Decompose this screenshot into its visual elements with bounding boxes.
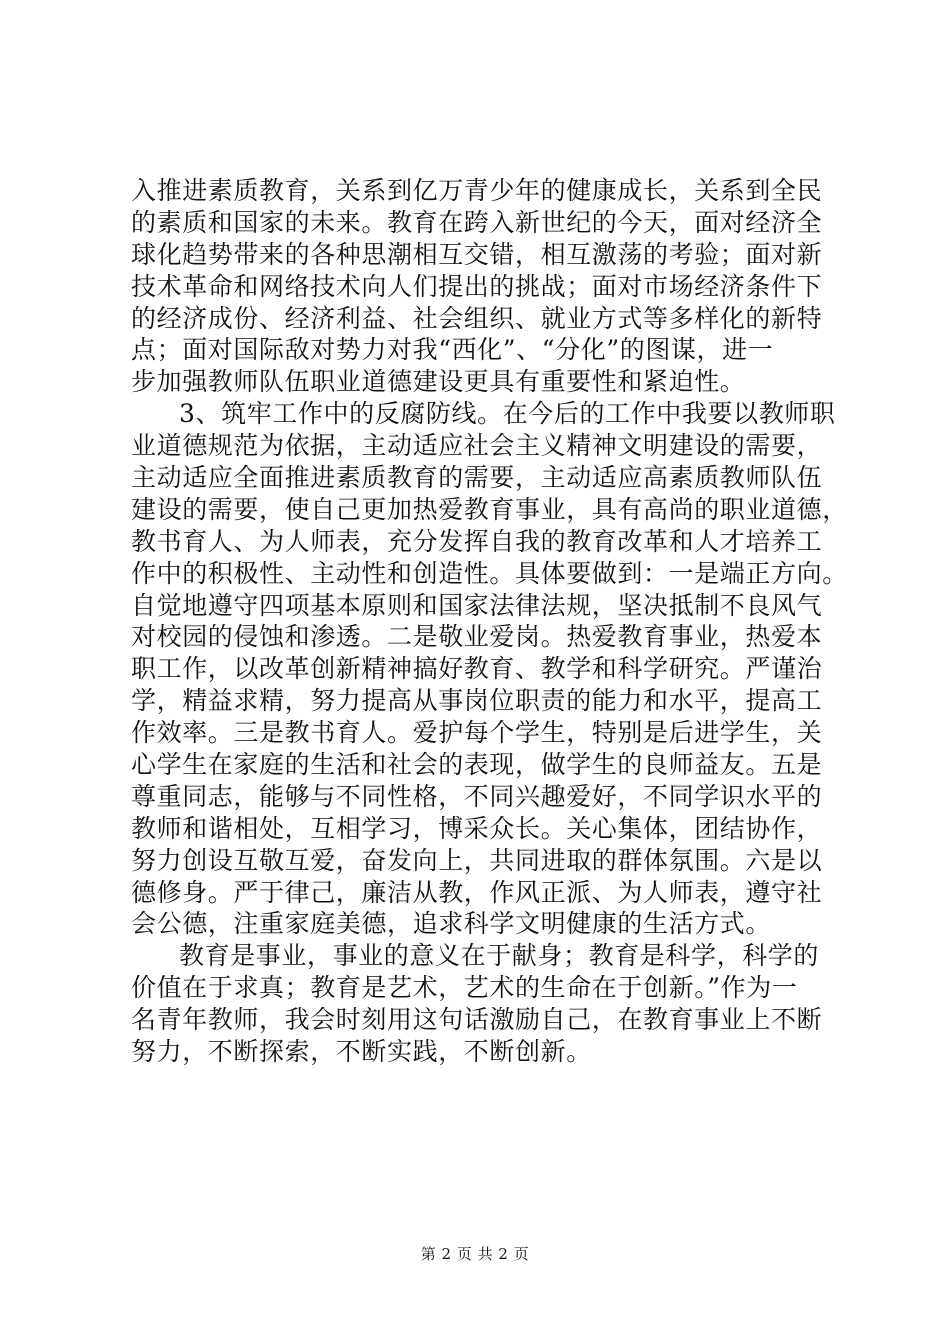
document-body	[131, 175, 848, 1068]
text-line: 德修身。严于律己，廉洁从教，作风正派、为人师表，遵守社	[131, 877, 823, 907]
text-line: 技术革命和网络技术向人们提出的挑战；面对市场经济条件下	[131, 271, 823, 301]
text-line: 会公德，注重家庭美德，追求科学文明健康的生活方式。	[131, 909, 772, 939]
paragraph-start-line: 教育是事业，事业的意义在于献身；教育是科学，科学的	[179, 941, 820, 971]
text-line: 点；面对国际敌对势力对我“西化”、“分化”的图谋，进一	[131, 335, 774, 365]
text-line: 作中的积极性、主动性和创造性。具体要做到：一是端正方向。	[131, 558, 848, 588]
text-line: 教书育人、为人师表，充分发挥自我的教育改革和人才培养工	[131, 526, 823, 556]
paragraph-start-line: 3、筑牢工作中的反腐防线。在今后的工作中我要以教师职	[179, 399, 836, 429]
text-line: 步加强教师队伍职业道德建设更具有重要性和紧迫性。	[131, 367, 746, 397]
text-line: 作效率。三是教书育人。爱护每个学生，特别是后进学生，关	[131, 718, 823, 748]
text-line: 尊重同志，能够与不同性格，不同兴趣爱好，不同学识水平的	[131, 781, 823, 811]
text-line: 的素质和国家的未来。教育在跨入新世纪的今天，面对经济全	[131, 207, 823, 237]
text-line: 建设的需要，使自己更加热爱教育事业，具有高尚的职业道德，	[131, 494, 848, 524]
text-line: 业道德规范为依据，主动适应社会主义精神文明建设的需要，	[131, 431, 823, 461]
text-line: 球化趋势带来的各种思潮相互交错，相互激荡的考验；面对新	[131, 239, 823, 269]
text-line: 的经济成份、经济利益、社会组织、就业方式等多样化的新特	[131, 303, 823, 333]
text-line: 对校园的侵蚀和渗透。二是敬业爱岗。热爱教育事业，热爱本	[131, 622, 823, 652]
text-line: 名青年教师，我会时刻用这句话激励自己，在教育事业上不断	[131, 1005, 823, 1035]
text-line: 教师和谐相处，互相学习，博采众长。关心集体，团结协作，	[131, 813, 823, 843]
text-line: 职工作，以改革创新精神搞好教育、教学和科学研究。严谨治	[131, 654, 823, 684]
page-number-footer: 第 2 页 共 2 页	[420, 1245, 530, 1263]
text-line: 学，精益求精，努力提高从事岗位职责的能力和水平，提高工	[131, 686, 823, 716]
text-line: 入推进素质教育，关系到亿万青少年的健康成长，关系到全民	[131, 176, 823, 205]
text-line: 心学生在家庭的生活和社会的表现，做学生的良师益友。五是	[131, 750, 823, 780]
text-line: 努力，不断探索，不断实践，不断创新。	[131, 1037, 592, 1067]
text-line: 努力创设互敬互爱，奋发向上，共同进取的群体氛围。六是以	[131, 845, 823, 875]
text-line: 价值在于求真；教育是艺术，艺术的生命在于创新。”作为一	[131, 973, 798, 1003]
text-line: 自觉地遵守四项基本原则和国家法律法规，坚决抵制不良风气	[131, 590, 823, 620]
text-line: 主动适应全面推进素质教育的需要，主动适应高素质教师队伍	[131, 463, 823, 493]
